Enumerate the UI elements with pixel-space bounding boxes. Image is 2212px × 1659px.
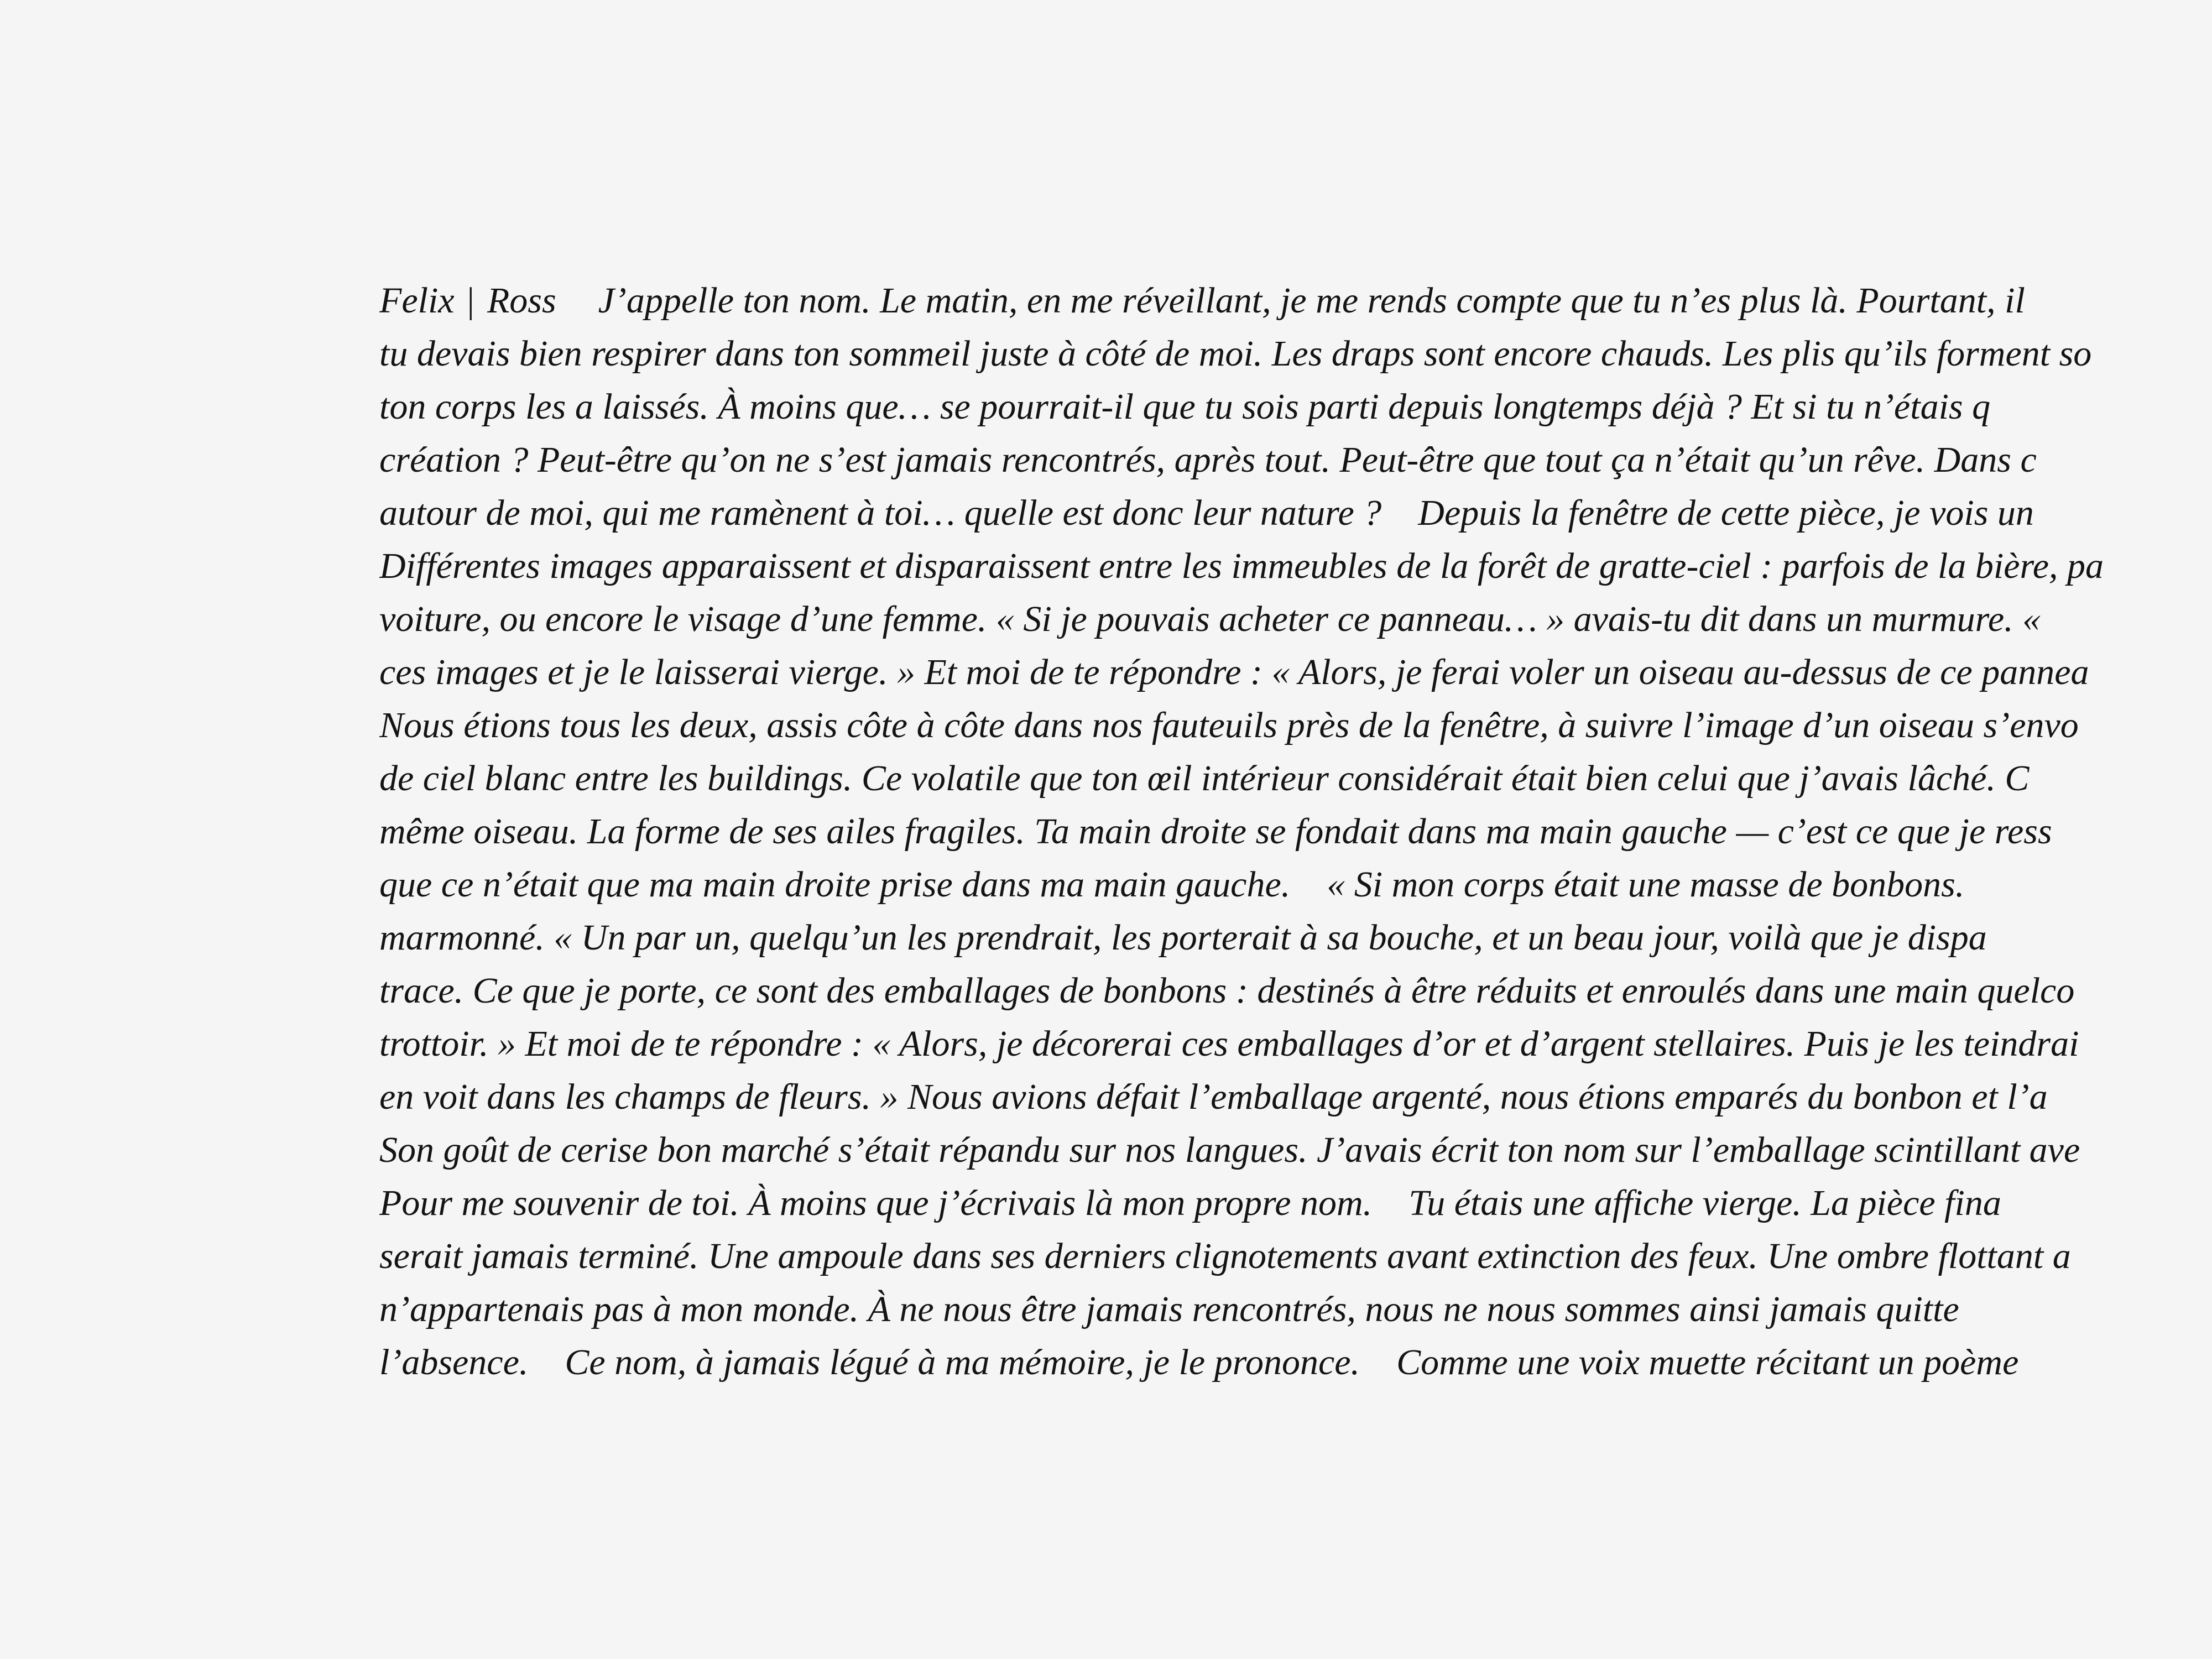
text-line — [379, 752, 2212, 805]
text-segment: Son goût de cerise bon marché s’était répandu sur nos langues. J’avais écrit ton nom sur l’emballage scintillant ave — [379, 1130, 2080, 1170]
text-line — [379, 805, 2212, 858]
text-line — [379, 646, 2212, 699]
text-line — [379, 1071, 2212, 1124]
text-segment: n’appartenais pas à mon monde. À ne nous être jamais rencontrés, nous ne nous sommes ainsi jamais quitte — [379, 1289, 1959, 1329]
text-segment: autour de moi, qui me ramènent à toi… quelle est donc leur nature ? — [379, 493, 1382, 533]
text-line — [379, 1283, 2212, 1336]
text-segment: ces images et je le laisserai vierge. » Et moi de te répondre : « Alors, je ferai voler un oiseau au-dessus de ce pannea — [379, 652, 2089, 692]
text-line — [379, 1336, 2212, 1389]
text-segment: marmonné. « Un par un, quelqu’un les prendrait, les porterait à sa bouche, et un beau jour, voilà que je dispa — [379, 917, 1987, 958]
text-line — [379, 1230, 2212, 1283]
text-segment: Ce nom, à jamais légué à ma mémoire, je le prononce. — [565, 1342, 1360, 1383]
author-last-name: Ross — [487, 280, 556, 321]
poem-text-block — [379, 274, 2212, 1389]
text-line — [379, 858, 2212, 911]
text-line — [379, 1018, 2212, 1071]
text-segment: que ce n’était que ma main droite prise dans ma main gauche. — [379, 864, 1291, 905]
text-line — [379, 1177, 2212, 1230]
text-line — [379, 1124, 2212, 1177]
text-segment: ton corps les a laissés. À moins que… se pourrait-il que tu sois parti depuis longtemps déjà ? Et si tu n’étais q — [379, 387, 1991, 427]
text-segment: création ? Peut-être qu’on ne s’est jamais rencontrés, après tout. Peut-être que tout ça n’était qu’un rêve. Dans c — [379, 440, 2037, 480]
text-line — [379, 434, 2212, 487]
text-line — [379, 964, 2212, 1018]
text-segment: de ciel blanc entre les buildings. Ce volatile que ton œil intérieur considérait était bien celui que j’avais lâché. C — [379, 758, 2030, 799]
text-segment: trottoir. » Et moi de te répondre : « Alors, je décorerai ces emballages d’or et d’argent stellaires. Puis je les teindrai — [379, 1024, 2079, 1064]
text-line — [379, 699, 2212, 752]
text-line — [379, 911, 2212, 964]
text-segment: J’appelle ton nom. Le matin, en me réveillant, je me rends compte que tu n’es plus là. Pourtant, il — [598, 280, 2025, 321]
text-segment: « Si mon corps était une masse de bonbons. — [1327, 864, 1965, 905]
text-segment: Tu étais une affiche vierge. La pièce fina — [1408, 1183, 2001, 1223]
text-segment: voiture, ou encore le visage d’une femme. « Si je pouvais acheter ce panneau… » avais-tu dit dans un murmure. « — [379, 599, 2041, 639]
text-segment: Depuis la fenêtre de cette pièce, je vois un — [1418, 493, 2034, 533]
text-line — [379, 540, 2212, 593]
text-segment: en voit dans les champs de fleurs. » Nous avions défait l’emballage argenté, nous étions emparés du bonbon et l’a — [379, 1077, 2048, 1117]
text-segment: trace. Ce que je porte, ce sont des emballages de bonbons : destinés à être réduits et enroulés dans une main quelco — [379, 971, 2075, 1011]
text-segment: même oiseau. La forme de ses ailes fragiles. Ta main droite se fondait dans ma main gauche — c’est ce que je ress — [379, 811, 2052, 852]
author-first-name: Felix — [379, 280, 455, 321]
text-line — [379, 593, 2212, 646]
text-segment: Pour me souvenir de toi. À moins que j’écrivais là mon propre nom. — [379, 1183, 1373, 1223]
text-segment: serait jamais terminé. Une ampoule dans ses derniers clignotements avant extinction des feux. Une ombre flottant a — [379, 1236, 2071, 1276]
text-line — [379, 327, 2212, 380]
author-separator: | — [467, 280, 474, 321]
text-line — [379, 380, 2212, 434]
text-segment: Différentes images apparaissent et disparaissent entre les immeubles de la forêt de gratte-ciel : parfois de la bière, pa — [379, 546, 2104, 586]
text-segment: tu devais bien respirer dans ton sommeil juste à côté de moi. Les draps sont encore chauds. Les plis qu’ils forment so — [379, 333, 2092, 374]
text-line — [379, 274, 2212, 327]
text-segment: l’absence. — [379, 1342, 529, 1383]
text-line — [379, 487, 2212, 540]
text-segment: Comme une voix muette récitant un poème — [1396, 1342, 2019, 1383]
text-segment: Nous étions tous les deux, assis côte à côte dans nos fauteuils près de la fenêtre, à suivre l’image d’un oiseau s’envo — [379, 705, 2079, 745]
